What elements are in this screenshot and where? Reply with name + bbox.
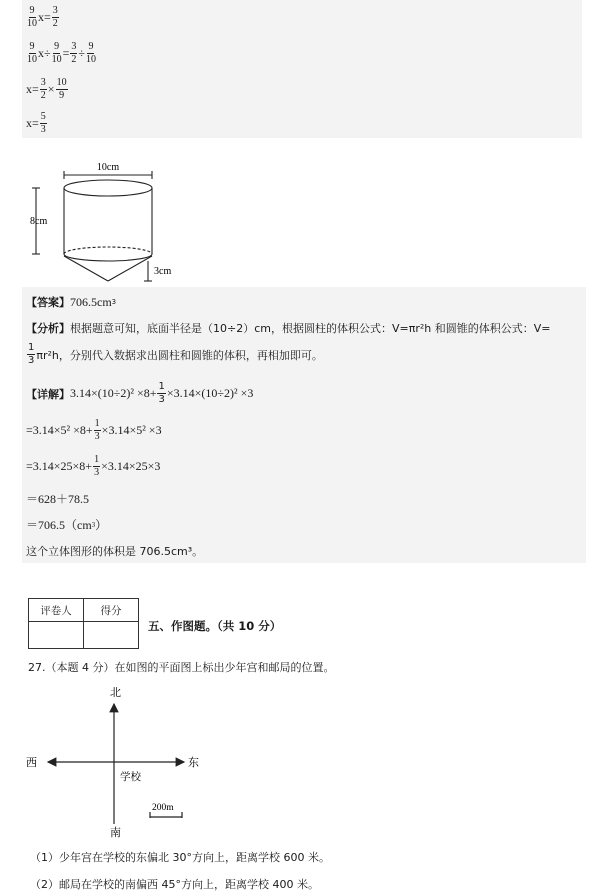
school-label: 学校 (120, 771, 141, 783)
score-table (28, 598, 139, 649)
detail-line-2: =3.14×5² ×8+ $\frac{1}{3}$ ×3.14×5² ×3 (26, 418, 162, 442)
compass-diagram (24, 684, 224, 838)
grader-cell[interactable] (29, 622, 84, 649)
section-title: 五、作图题。（共 10 分） (148, 619, 282, 633)
answer-line: 【答案】 706.5cm 3 (26, 294, 117, 309)
question-text: 27.（本题 4 分）在如图的平面图上标出少年宫和邮局的位置。 (28, 661, 335, 674)
equation-line-3: x= $\frac{3}{2}$ × $\frac{10}{9}$ (26, 77, 67, 101)
conclusion: 这个立体图形的体积是 706.5cm³。 (26, 545, 204, 558)
west-label: 西 (26, 756, 37, 769)
item-1: （1）少年宫在学校的东偏北 30°方向上，距离学校 600 米。 (30, 851, 330, 864)
fraction: $\frac{3}{2}$ (40, 77, 46, 101)
detail-line-4: ＝628＋78.5 (26, 492, 90, 506)
grader-header: 评卷人 (29, 599, 84, 622)
fraction: $\frac{9}{10}$ (27, 5, 37, 29)
fraction: $\frac{3}{2}$ (71, 41, 77, 65)
fraction: $\frac{5}{3}$ (40, 111, 46, 135)
analysis-line-2: $\frac{1}{3}$ πr²h，分别代入数据求出圆柱和圆锥的体积，再相加即可。 (28, 342, 323, 366)
fraction: $\frac{3}{2}$ (52, 5, 58, 29)
score-cell[interactable] (84, 622, 139, 649)
east-label: 东 (188, 756, 199, 769)
label-diameter: 10cm (96, 162, 120, 173)
detail-line-5: ＝706.5（cm 3 ） (26, 518, 108, 532)
label-height: 8cm (30, 216, 48, 227)
fraction: $\frac{9}{10}$ (85, 41, 96, 65)
solution-block (22, 0, 582, 138)
equation-line-4: x= $\frac{5}{3}$ (26, 111, 46, 135)
fraction: $\frac{9}{10}$ (51, 41, 62, 65)
analysis-line-1: 【分析】 根据题意可知，底面半径是（10÷2）cm，根据圆柱的体积公式：V=πr²h 和圆锥的体积公式：V= (26, 322, 551, 335)
fraction: $\frac{1}{3}$ (94, 454, 100, 478)
cylinder-top-ellipse (64, 180, 152, 196)
detail-line-3: =3.14×25×8+ $\frac{1}{3}$ ×3.14×25×3 (26, 454, 161, 478)
detail-line-1: 【详解】 3.14×(10÷2)² ×8+ $\frac{1}{3}$ ×3.14×(10÷2)² ×3 (26, 381, 254, 405)
fraction: $\frac{1}{3}$ (94, 418, 100, 442)
scale-label: 200m (152, 803, 174, 813)
north-label: 北 (110, 686, 121, 699)
fraction: $\frac{9}{10}$ (27, 41, 37, 65)
cylinder-bottom-back (64, 247, 152, 254)
equation-line-2: $\frac{9}{10}$ x÷ $\frac{9}{10}$ = $\frac{3}{2}$ ÷ $\frac{9}{10}$ (27, 41, 96, 65)
score-header: 得分 (84, 599, 139, 622)
fraction: $\frac{10}{9}$ (56, 77, 67, 101)
label-cone-height: 3cm (154, 266, 172, 277)
fraction: $\frac{1}{3}$ (28, 342, 35, 366)
fraction: $\frac{1}{3}$ (158, 381, 165, 405)
south-label: 南 (110, 826, 121, 838)
cylinder-bottom-front (64, 254, 152, 261)
cylinder-cone-figure (24, 160, 224, 288)
equation-line-1: $\frac{9}{10}$ x= $\frac{3}{2}$ (27, 5, 58, 29)
item-2: （2）邮局在学校的南偏西 45°方向上，距离学校 400 米。 (30, 878, 319, 891)
